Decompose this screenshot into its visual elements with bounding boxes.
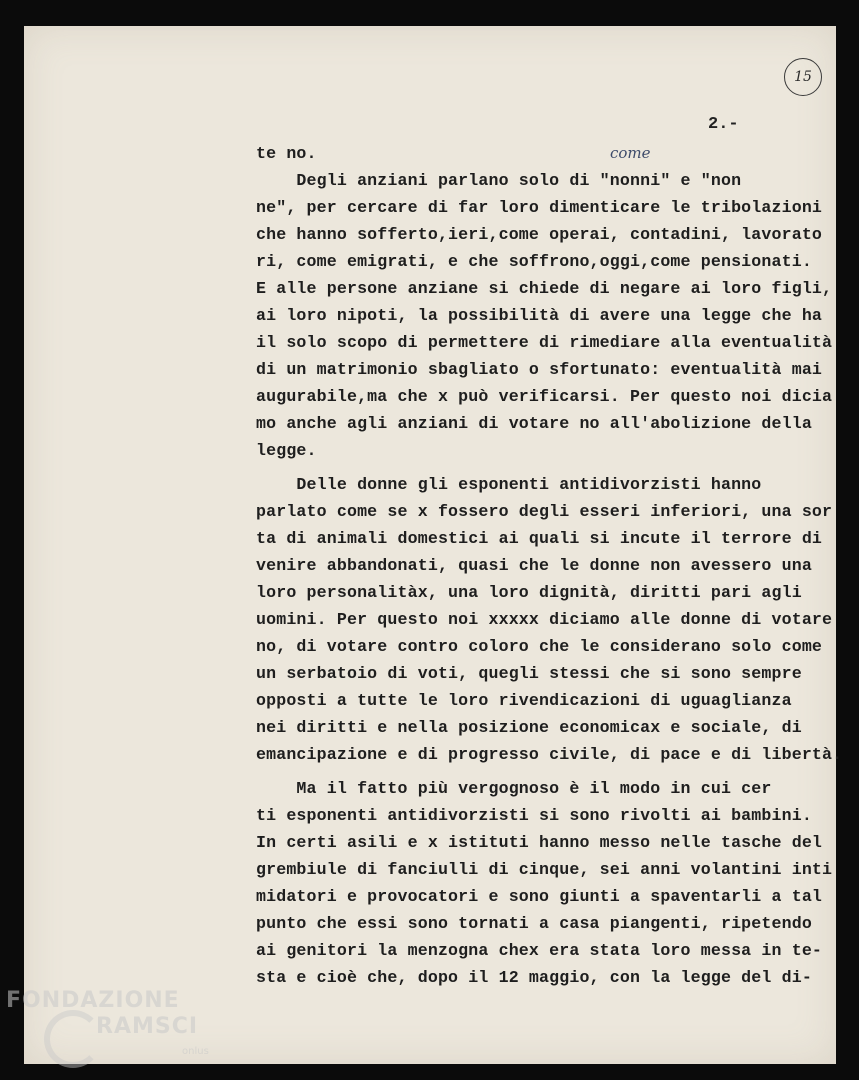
text-line: uomini. Per questo noi xxxxx diciamo alle donne di votare bbox=[256, 610, 833, 629]
text-line: ai loro nipoti, la possibilità di avere una legge che ha bbox=[256, 306, 823, 325]
fondazione-gramsci-logo bbox=[6, 988, 216, 1078]
text-line: Degli anziani parlano solo di "nonni" e "non bbox=[256, 171, 742, 190]
text-line: emancipazione e di progresso civile, di pace e di libertà. bbox=[256, 745, 843, 764]
page-number: 2.- bbox=[708, 115, 739, 134]
text-line: ai genitori la menzogna chex era stata loro messa in te- bbox=[256, 941, 823, 960]
text-line: ti esponenti antidivorzisti si sono rivolti ai bambini. bbox=[256, 806, 812, 825]
logo-text-top: FONDAZIONE bbox=[6, 988, 180, 1013]
text-line: punto che essi sono tornati a casa piangenti, ripetendo bbox=[256, 914, 812, 933]
text-line: ri, come emigrati, e che soffrono,oggi,come pensionati. bbox=[256, 252, 812, 271]
archive-number-stamp bbox=[784, 58, 822, 96]
text-line: no, di votare contro coloro che le considerano solo come bbox=[256, 637, 823, 656]
text-line: venire abbandonati, quasi che le donne non avessero una bbox=[256, 556, 812, 575]
text-line: che hanno sofferto,ieri,come operai, contadini, lavorato bbox=[256, 225, 823, 244]
text-line: grembiule di fanciulli di cinque, sei anni volantini inti bbox=[256, 860, 833, 879]
text-line: midatori e provocatori e sono giunti a spaventarli a tal bbox=[256, 887, 823, 906]
text-line: un serbatoio di voti, quegli stessi che si sono sempre bbox=[256, 664, 802, 683]
text-line: sta e cioè che, dopo il 12 maggio, con la legge del di- bbox=[256, 968, 812, 987]
logo-text-bottom: RAMSCI bbox=[96, 1014, 199, 1039]
text-line: ta di animali domestici ai quali si incute il terrore di bbox=[256, 529, 823, 548]
text-line: mo anche agli anziani di votare no all'abolizione della bbox=[256, 414, 812, 433]
text-line: E alle persone anziane si chiede di negare ai loro figli, bbox=[256, 279, 833, 298]
text-line: In certi asili e x istituti hanno messo nelle tasche del bbox=[256, 833, 823, 852]
text-line: loro personalitàx, una loro dignità, diritti pari agli bbox=[256, 583, 802, 602]
text-line: augurabile,ma che x può verificarsi. Per questo noi dicia bbox=[256, 387, 833, 406]
text-line: ne", per cercare di far loro dimenticare le tribolazioni bbox=[256, 198, 823, 217]
handwritten-annotation: come bbox=[610, 144, 651, 162]
text-line: parlato come se x fossero degli esseri inferiori, una sor bbox=[256, 502, 833, 521]
text-line: nei diritti e nella posizione economicax e sociale, di bbox=[256, 718, 802, 737]
text-line: opposti a tutte le loro rivendicazioni di uguaglianza bbox=[256, 691, 792, 710]
text-line: il solo scopo di permettere di rimediare alla eventualità bbox=[256, 333, 833, 352]
text-line: te no. bbox=[256, 144, 317, 163]
logo-text-sub: onlus bbox=[182, 1046, 209, 1057]
logo-g-icon bbox=[44, 1010, 102, 1068]
text-line: di un matrimonio sbagliato o sfortunato: eventualità mai bbox=[256, 360, 823, 379]
text-line: Delle donne gli esponenti antidivorzisti hanno bbox=[256, 475, 762, 494]
archive-number: 15 bbox=[794, 69, 812, 85]
text-line: legge. bbox=[256, 441, 317, 460]
text-line: Ma il fatto più vergognoso è il modo in cui cer bbox=[256, 779, 772, 798]
